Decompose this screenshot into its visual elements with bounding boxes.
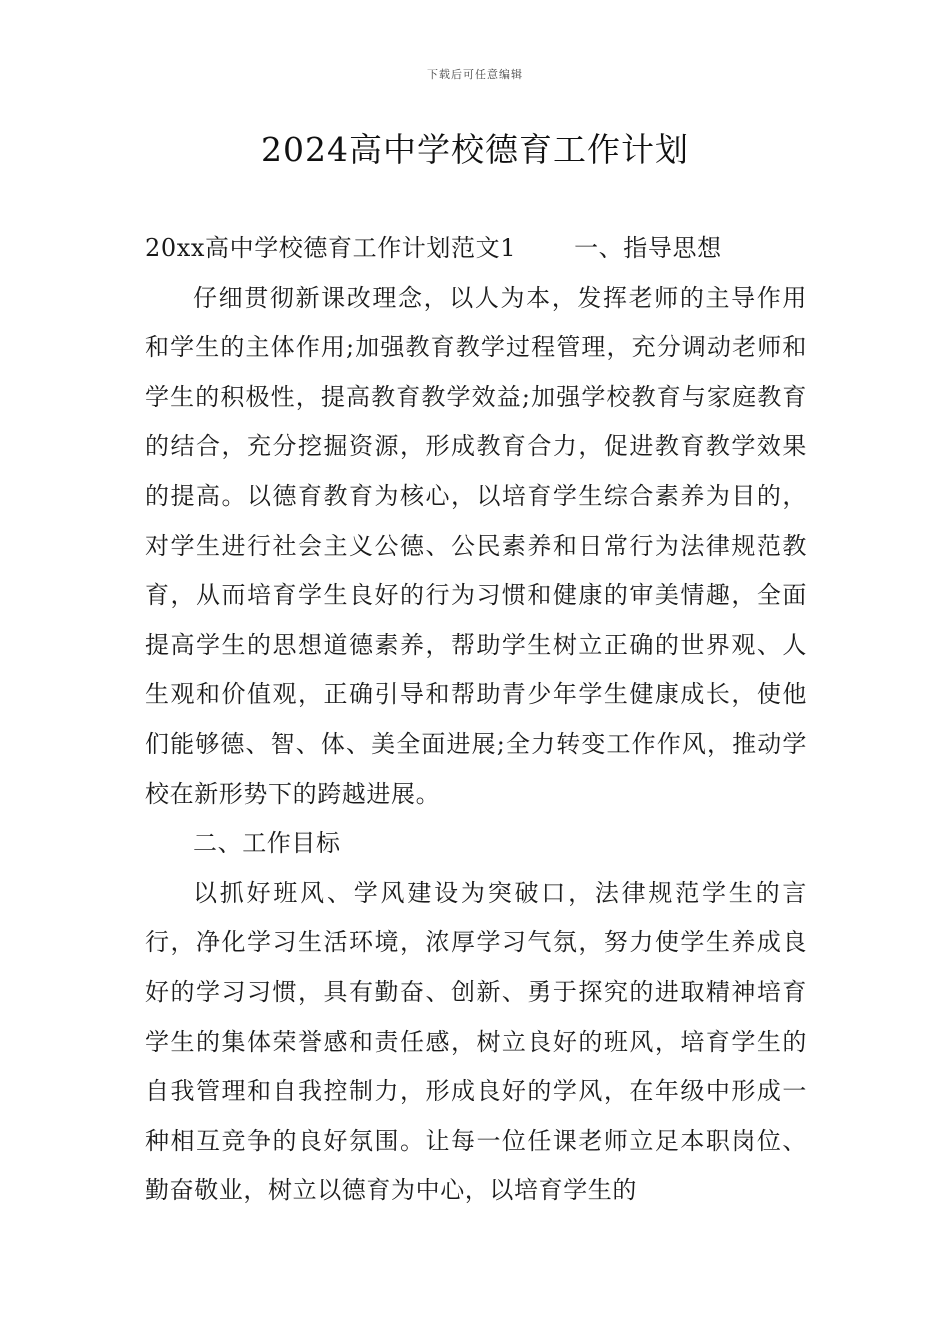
header-note: 下载后可任意编辑 — [427, 68, 523, 81]
section2-heading: 二、工作目标 — [193, 829, 341, 858]
subtitle: 20xx高中学校德育工作计划范文1 — [145, 234, 517, 262]
section2-paragraph: 以抓好班风、学风建设为突破口，法律规范学生的言行，净化学习生活环境，浓厚学习气氛，努力使学生养成良好的学习习惯，具有勤奋、创新、勇于探究的进取精神培育学生的集体荣誉感和责任感，树立良好的班风，培育学生的自我管理和自我控制力，形成良好的学风，在年级中形成一种相互竞争的良好氛围。让每一位任课老师立足本职岗位、勤奋敬业，树立以德育为中心，以培育学生的 — [145, 878, 807, 1205]
section1-paragraph: 仔细贯彻新课改理念，以人为本，发挥老师的主导作用和学生的主体作用;加强教育教学过程管理，充分调动老师和学生的积极性，提高教育教学效益;加强学校教育与家庭教育的结合，充分挖掘资源，形成教育合力，促进教育教学效果的提高。以德育教育为核心，以培育学生综合素养为目的，对学生进行社会主义公德、公民素养和日常行为法律规范教育，从而培育学生良好的行为习惯和健康的审美情趣，全面提高学生的思想道德素养，帮助学生树立正确的世界观、人生观和价值观，正确引导和帮助青少年学生健康成长，使他们能够德、智、体、美全面进展;全力转变工作作风，推动学校在新形势下的跨越进展。 — [145, 283, 807, 808]
document-title: 2024高中学校德育工作计划 — [261, 130, 689, 169]
subtitle-line — [145, 224, 807, 274]
section1-heading: 一、指导思想 — [574, 234, 722, 262]
document-body — [145, 224, 807, 1216]
